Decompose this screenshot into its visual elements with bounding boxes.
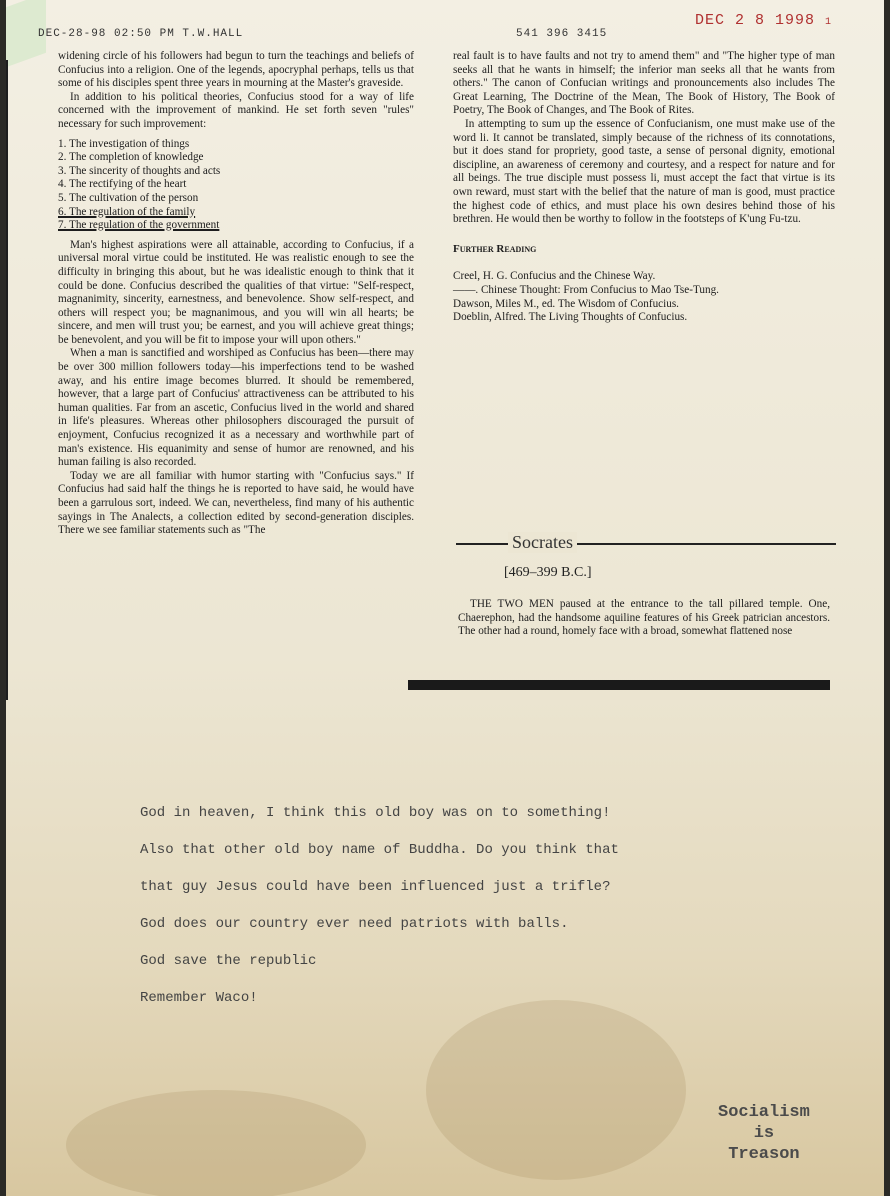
socrates-dates: [469–399 B.C.] (504, 565, 592, 580)
fax-header-right: 541 396 3415 (516, 28, 608, 40)
rule-item: 4. The rectifying of the heart (58, 178, 187, 191)
date-stamp (695, 12, 832, 29)
note-line: Remember Waco! (140, 990, 258, 1006)
rule-item: 5. The cultivation of the person (58, 191, 199, 204)
left-column (58, 50, 414, 538)
stamp-line: is (753, 1124, 775, 1143)
date-stamp-page: 1 (824, 17, 832, 28)
rule-item: 2. The completion of knowledge (58, 151, 204, 164)
reading-item: Doeblin, Alfred. The Living Thoughts of Confucius. (453, 311, 688, 324)
reading-item: Creel, H. G. Confucius and the Chinese Way. (453, 270, 656, 283)
note-line: Also that other old boy name of Buddha. Do you think that (140, 842, 619, 858)
socrates-title: Socrates (508, 532, 577, 553)
paragraph: Today we are all familiar with humor starting with "Confucius says." If Confucius had said half the things he is reported to have said, he would have been a garrulous sort, indeed. We can, nevertheless, find many of his authentic sayings in The Analects, a collection edited by second-generation disciples. There we see familiar statements such as "The (58, 469, 414, 537)
fax-bottom-bar (408, 680, 830, 690)
note-line: that guy Jesus could have been influenced just a trifle? (140, 879, 611, 895)
socrates-text (458, 598, 830, 639)
stamp-line: Treason (728, 1145, 800, 1164)
reading-item: ——. Chinese Thought: From Confucius to Mao Tse-Tung. (453, 283, 719, 296)
paragraph: In attempting to sum up the essence of Confucianism, one must make use of the word li. It cannot be translated, simply because of the richness of its connotations, but it does stand for propriety, good taste, a sense of personal dignity, emotional discipline, an awareness of ceremony and courtesy, and a respect for nature and for all beings. The true disciple must possess li, must accept the fact that virtue is its own reward, must start with the belief that the nature of man is good, must practice the highest code of ethics, and must place his own desires behind those of his brethren. He would then be worthy to follow in the footsteps of K'ung Fu-tzu. (453, 117, 835, 226)
water-stain (66, 1090, 366, 1196)
paragraph: THE TWO MEN paused at the entrance to the tall pillared temple. One, Chaerephon, had the handsome aquiline features of his Greek patrician ancestors. The other had a round, homely face with a broad, somewhat flattened nose (458, 598, 830, 638)
paragraph: widening circle of his followers had begun to turn the teachings and beliefs of Confucius into a religion. One of the legends, apocryphal perhaps, tells us that some of his disciples spent three years in mourning at the Master's graveside. (58, 50, 414, 90)
water-stain (426, 1000, 686, 1180)
rule-item: 1. The investigation of things (58, 137, 190, 150)
date-stamp-date: DEC 2 8 1998 (694, 12, 815, 29)
stamp-line: Socialism (718, 1103, 810, 1122)
socrates-heading (456, 532, 836, 554)
note-line: God save the republic (140, 953, 317, 969)
paragraph: In addition to his political theories, Confucius stood for a way of life concerned with the improvement of mankind. He set forth seven "rules" necessary for such improvement: (58, 90, 414, 130)
fax-header-left: DEC-28-98 02:50 PM T.W.HALL (38, 28, 244, 40)
paragraph: When a man is sanctified and worshiped as Confucius has been—there may be over 300 million followers today—his imperfections tend to be washed away, and his entire image becomes blurred. It should be remembered, however, that a large part of Confucius' attractiveness can be attributed to his human qualities. Far from an ascetic, Confucius lived in the world and shared in life's pleasures. Whereas other philosophers discouraged the pursuit of enjoyment, Confucius recognized it as a necessary and worthwhile part of man's existence. His equanimity and sense of humor are renowned, and his human failing is also recorded. (58, 347, 414, 469)
right-column (453, 50, 835, 325)
paragraph: Man's highest aspirations were all attainable, according to Confucius, if a universal moral virtue could be instituted. He was realistic enough to see the difficulty in bringing this about, but he was idealistic enough to think that it could be done. Confucius described the qualities of that virtue: "Self-respect, magnanimity, sincerity, earnestness, and benevolence. Show self-respect, and others will respect you; be magnanimous, and you will win all hearts; be sincere, and men will trust you; be earnest, and you will achieve great things; be benevolent, and you will be fit to impose your will upon others." (58, 238, 414, 346)
paragraph: real fault is to have faults and not try to amend them" and "The higher type of man seeks all that he wants in himself; the inferior man seeks all that he wants from others." The canon of Confucian writings and pronouncements also includes The Great Learning, The Doctrine of the Mean, The Book of History, The Book of Poetry, The Book of Changes, and The Book of Rites. (453, 50, 835, 117)
note-line: God does our country ever need patriots with balls. (140, 916, 569, 932)
fax-edge-bar (6, 60, 8, 700)
typed-note (140, 795, 619, 1017)
rule-item: 6. The regulation of the family (58, 205, 196, 218)
rubber-stamp-text (718, 1102, 810, 1165)
further-reading-list (453, 270, 835, 324)
note-line: God in heaven, I think this old boy was on to something! (140, 805, 611, 821)
rule-item: 3. The sincerity of thoughts and acts (58, 164, 221, 177)
rule-item: 7. The regulation of the government (58, 219, 220, 232)
further-reading-heading: Further Reading (453, 242, 537, 255)
document-page (6, 0, 884, 1196)
rules-list (58, 138, 414, 233)
reading-item: Dawson, Miles M., ed. The Wisdom of Confucius. (453, 297, 679, 310)
